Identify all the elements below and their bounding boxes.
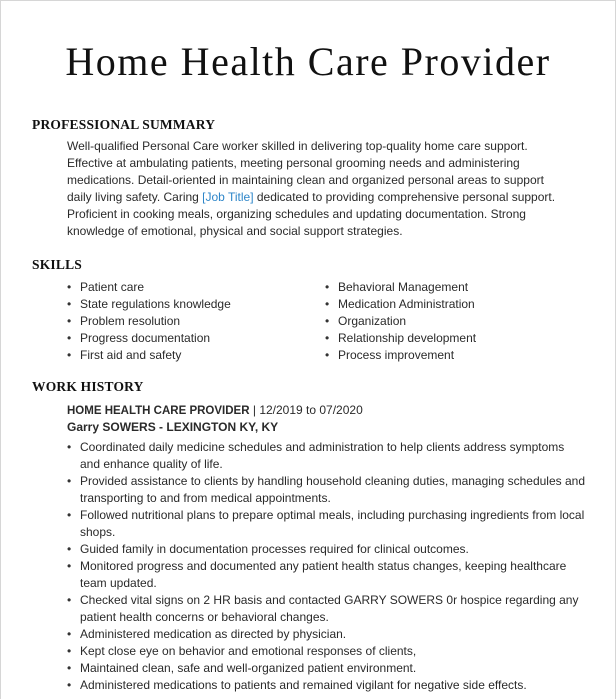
summary-text-start: Well-qualified Personal Care worker skilled in delivering top-quality home care support. Effective at ambulating patients, meeting personal grooming needs and administering medications. Detail-oriented in maintaining clean and organized personal areas to support daily living safety. Caring bbox=[67, 139, 544, 204]
employer-name: Garry SOWERS - LEXINGTON KY, KY bbox=[67, 420, 279, 434]
duty-item: • Kept close eye on behavior and emotional responses of clients, bbox=[67, 643, 587, 660]
skills-list-right bbox=[325, 279, 476, 364]
job-duties-list bbox=[67, 439, 587, 694]
skill-item: • Behavioral Management bbox=[325, 279, 476, 296]
skill-item: • Medication Administration bbox=[325, 296, 476, 313]
duty-item: • Followed nutritional plans to prepare optimal meals, including purchasing ingredients from local shops. bbox=[67, 507, 587, 541]
skill-item: • Relationship development bbox=[325, 330, 476, 347]
job-dates: | 12/2019 to 07/2020 bbox=[249, 403, 363, 417]
duty-item: • Administered medication as directed by physician. bbox=[67, 626, 587, 643]
skill-item: • Organization bbox=[325, 313, 476, 330]
duty-item: • Guided family in documentation processes required for clinical outcomes. bbox=[67, 541, 587, 558]
skill-item: • Progress documentation bbox=[67, 330, 231, 347]
duty-item: • Coordinated daily medicine schedules and administration to help clients address symptoms and enhance quality of life. bbox=[67, 439, 587, 473]
professional-summary-heading: PROFESSIONAL SUMMARY bbox=[32, 117, 216, 132]
skill-item: • Process improvement bbox=[325, 347, 476, 364]
work-history-heading: WORK HISTORY bbox=[32, 379, 144, 394]
skills-heading: SKILLS bbox=[32, 257, 82, 272]
skill-item: • Patient care bbox=[67, 279, 231, 296]
duty-item: • Monitored progress and documented any patient health status changes, keeping healthcare team updated. bbox=[67, 558, 587, 592]
resume-title: Home Health Care Provider bbox=[65, 39, 551, 84]
skill-item: • First aid and safety bbox=[67, 347, 231, 364]
duty-item: • Provided assistance to clients by handling household cleaning duties, managing schedules and transporting to and from medical appointments. bbox=[67, 473, 587, 507]
job-title-placeholder-link[interactable]: [Job Title] bbox=[202, 190, 254, 204]
skill-item: • State regulations knowledge bbox=[67, 296, 231, 313]
duty-item: • Checked vital signs on 2 HR basis and contacted GARRY SOWERS 0r hospice regarding any patient health concerns or behavioral changes. bbox=[67, 592, 587, 626]
duty-item: • Administered medications to patients and remained vigilant for negative side effects. bbox=[67, 677, 587, 694]
summary-text-end: dedicated to providing comprehensive personal support. Proficient in cooking meals, organizing schedules and updating documentation. Strong knowledge of emotional, physical and social support strategies. bbox=[67, 190, 556, 238]
skill-item: • Problem resolution bbox=[67, 313, 231, 330]
skills-list-left bbox=[67, 279, 231, 364]
summary-paragraph bbox=[67, 138, 567, 240]
duty-item: • Maintained clean, safe and well-organized patient environment. bbox=[67, 660, 587, 677]
job-header bbox=[67, 402, 363, 420]
job-title: HOME HEALTH CARE PROVIDER bbox=[67, 405, 250, 417]
